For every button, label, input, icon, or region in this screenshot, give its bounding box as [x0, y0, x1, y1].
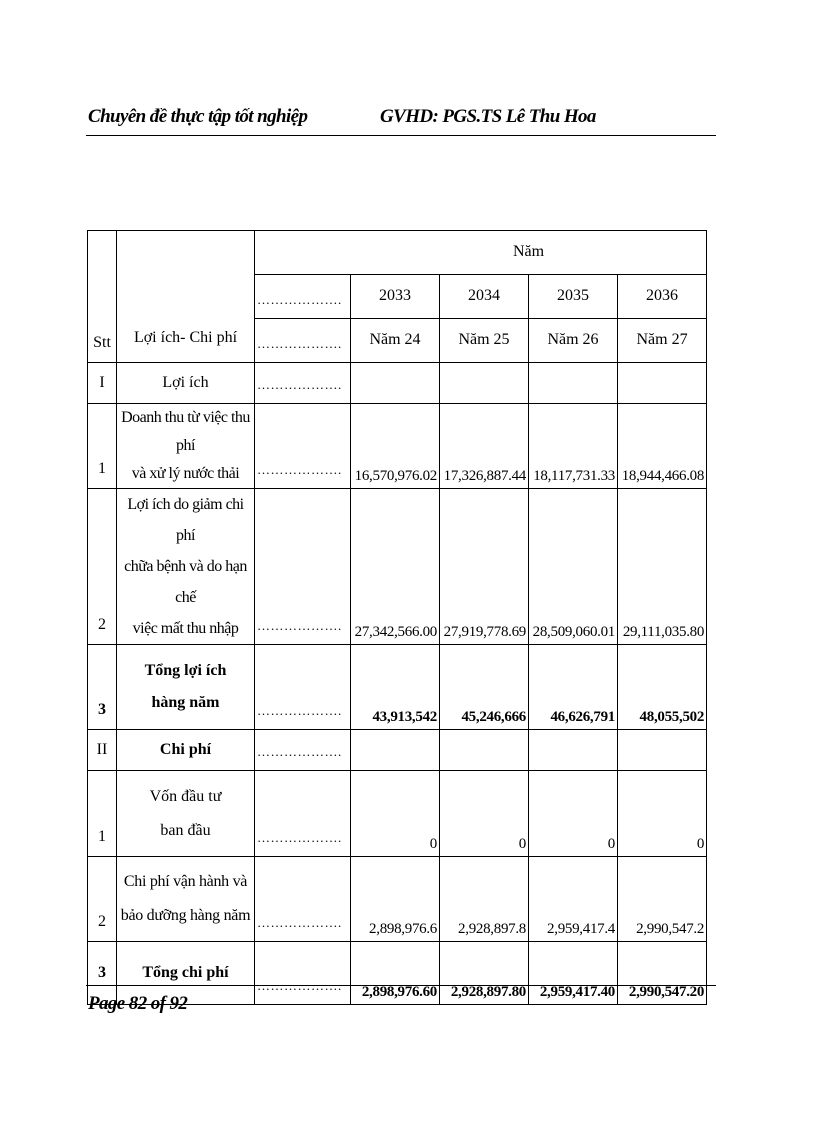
row-number: 3 [88, 942, 117, 1005]
value-cell: 2,959,417.4 [529, 857, 618, 942]
row-label [117, 771, 255, 857]
row-label-line: Lợi ích do giảm chi phí [127, 496, 244, 544]
value-cell: 2,959,417.40 [529, 942, 618, 1005]
filler-dots: ………………. [255, 942, 351, 1005]
value-cell: 28,509,060.01 [529, 489, 618, 645]
value-cell: 2,990,547.2 [618, 857, 707, 942]
row-label [117, 489, 255, 645]
section-label: Chi phí [117, 730, 255, 771]
row-number: 2 [88, 489, 117, 645]
row-label-line: và xử lý nước thải [131, 465, 240, 482]
section-number: I [88, 363, 117, 404]
header-document-title: Chuyên đề thực tập tốt nghiệp [88, 106, 308, 127]
value-cell: 46,626,791 [529, 645, 618, 730]
row-number: 1 [88, 771, 117, 857]
value-cell: 2,898,976.6 [351, 857, 440, 942]
row-label-line: Vốn đầu tư [149, 787, 222, 805]
filler-dots: ………………. [255, 319, 351, 363]
filler-dots: ………………. [255, 771, 351, 857]
value-cell: 0 [351, 771, 440, 857]
row-number: 2 [88, 857, 117, 942]
value-cell: 18,944,466.08 [618, 404, 707, 489]
table-row [88, 771, 707, 857]
filler-dots: ………………. [255, 489, 351, 645]
section-row [88, 363, 707, 404]
page-number: Page 82 of 92 [88, 993, 188, 1014]
filler-dots: ………………. [255, 857, 351, 942]
row-label [117, 645, 255, 730]
row-label [117, 404, 255, 489]
row-label [117, 857, 255, 942]
cost-benefit-table [87, 230, 707, 1005]
stt-header: Stt [88, 231, 117, 363]
section-label: Lợi ích [117, 363, 255, 404]
value-cell: 17,326,887.44 [440, 404, 529, 489]
value-cell: 0 [440, 771, 529, 857]
year-header: 2036 [618, 275, 707, 319]
value-cell: 45,246,666 [440, 645, 529, 730]
row-number: 1 [88, 404, 117, 489]
table-row [88, 857, 707, 942]
year-label: Năm 27 [618, 319, 707, 363]
year-label: Năm 25 [440, 319, 529, 363]
header-rule [86, 135, 716, 136]
filler-dots: ………………. [255, 363, 351, 404]
value-cell: 16,570,976.02 [351, 404, 440, 489]
year-header: 2034 [440, 275, 529, 319]
value-cell: 0 [618, 771, 707, 857]
filler-dots: ………………. [255, 645, 351, 730]
table-row [88, 645, 707, 730]
value-cell: 27,342,566.00 [351, 489, 440, 645]
table-row [88, 489, 707, 645]
value-cell: 48,055,502 [618, 645, 707, 730]
row-number: 3 [88, 645, 117, 730]
value-cell: 27,919,778.69 [440, 489, 529, 645]
item-header: Lợi ích- Chi phí [117, 231, 255, 363]
row-label-line: ban đầu [160, 821, 211, 839]
value-cell: 43,913,542 [351, 645, 440, 730]
year-header: 2033 [351, 275, 440, 319]
table-row [88, 404, 707, 489]
value-cell: 2,990,547.20 [618, 942, 707, 1005]
row-label-line: việc mất thu nhập [132, 620, 239, 637]
row-label: Tổng chi phí [117, 942, 255, 1005]
section-number: II [88, 730, 117, 771]
value-cell: 18,117,731.33 [529, 404, 618, 489]
row-label-line: Tổng lợi ích [144, 662, 227, 679]
row-label-line: Chi phí vận hành và [123, 873, 248, 890]
value-cell: 29,111,035.80 [618, 489, 707, 645]
row-label-line: bảo dưỡng hàng năm [120, 907, 251, 924]
filler-dots: ………………. [255, 275, 351, 319]
year-header: 2035 [529, 275, 618, 319]
filler-dots: ………………. [255, 730, 351, 771]
year-label: Năm 24 [351, 319, 440, 363]
section-row [88, 730, 707, 771]
value-cell: 2,928,897.80 [440, 942, 529, 1005]
row-label-line: hàng năm [151, 694, 220, 711]
year-label: Năm 26 [529, 319, 618, 363]
row-label-line: chữa bệnh và do hạn chế [124, 558, 247, 606]
value-cell: 2,898,976.60 [351, 942, 440, 1005]
value-cell: 2,928,897.8 [440, 857, 529, 942]
value-cell: 0 [529, 771, 618, 857]
filler-dots: ………………. [255, 404, 351, 489]
footer-rule [86, 985, 716, 986]
header-supervisor: GVHD: PGS.TS Lê Thu Hoa [380, 106, 596, 127]
row-label-line: Doanh thu từ việc thu phí [121, 409, 250, 454]
year-group-header: Năm [255, 231, 707, 275]
